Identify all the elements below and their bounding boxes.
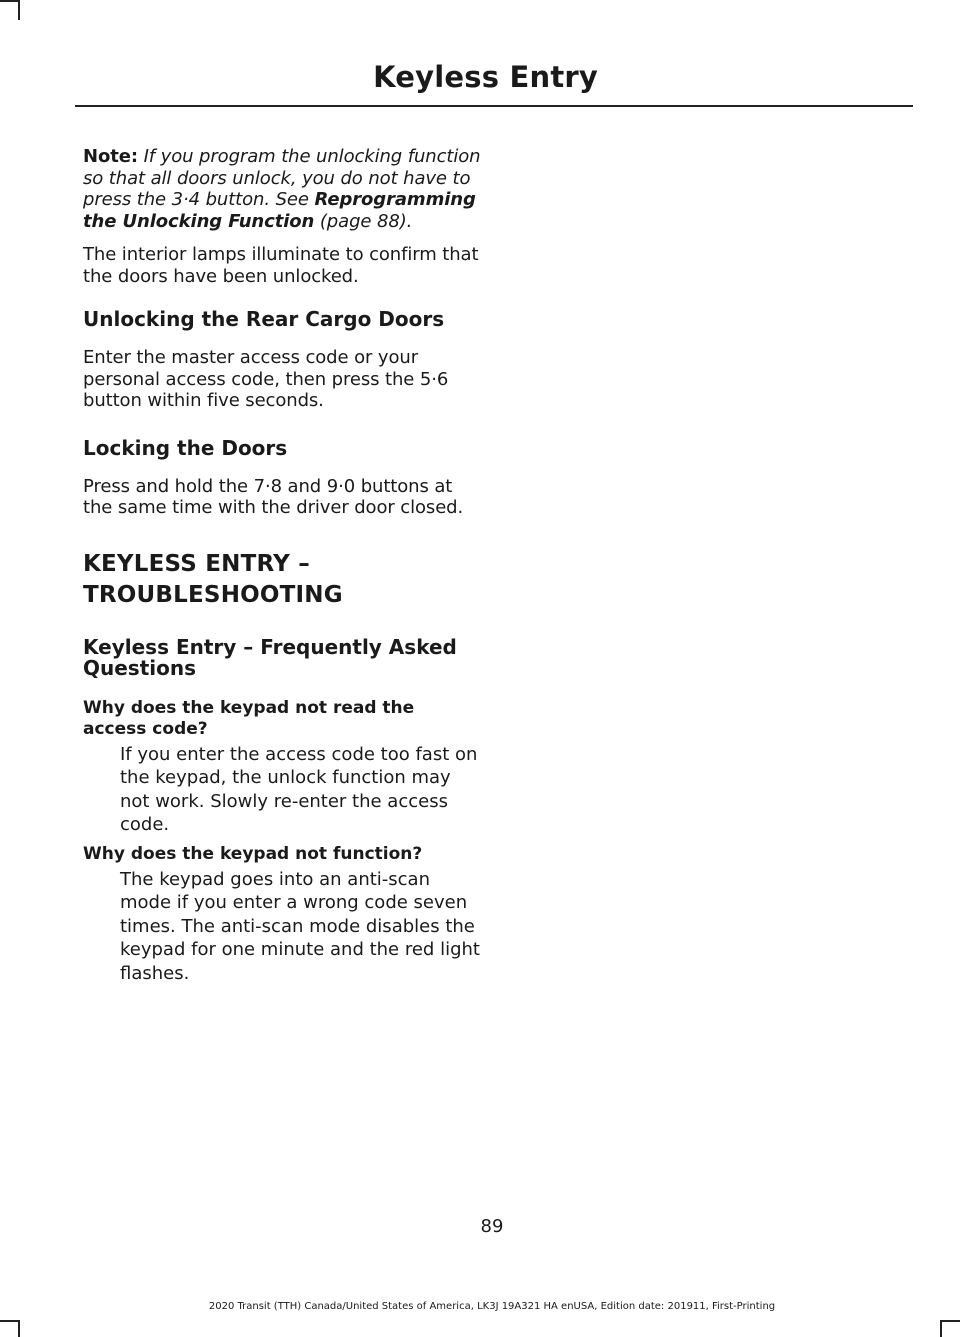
- interior-lamps-paragraph: The interior lamps illuminate to confirm that the doors have been unlocked.: [83, 244, 479, 287]
- note-label: Note:: [83, 146, 138, 167]
- section-heading-line-1: KEYLESS ENTRY –: [83, 550, 310, 577]
- content-column: [83, 146, 483, 992]
- note-cross-reference-link[interactable]: Reprogramming the Unlocking Function: [83, 189, 476, 232]
- locking-paragraph: Press and hold the 7·8 and 9·0 buttons at the same time with the driver door closed.: [83, 475, 464, 518]
- section-heading-line-2: TROUBLESHOOTING: [83, 581, 343, 608]
- crop-mark-bottom-left-v: [18, 1320, 20, 1337]
- faq-answer: The keypad goes into an anti-scan mode if you enter a wrong code seven times. The anti-scan mode disables the keypad for one minute and the red light flashes.: [120, 868, 480, 984]
- header-divider: [75, 105, 913, 107]
- heading-unlock-rear-cargo: Unlocking the Rear Cargo Doors: [83, 307, 445, 331]
- section-heading-troubleshooting: [83, 549, 483, 611]
- unlock-rear-paragraph: Enter the master access code or your personal access code, then press the 5·6 button within five seconds.: [83, 347, 449, 411]
- faq-answer: If you enter the access code too fast on the keypad, the unlock function may not work. Slowly re-enter the access code.: [120, 743, 478, 835]
- crop-mark-top-left: [0, 0, 20, 2]
- faq-question: Why does the keypad not function?: [83, 843, 423, 864]
- note-page-reference: (page 88).: [314, 210, 413, 232]
- page-title: Keyless Entry: [373, 60, 598, 94]
- note-text: If you program the unlocking function so that all doors unlock, you do not have to press the 3·4 button. See: [83, 146, 481, 210]
- faq-question: Why does the keypad not read the access code?: [83, 697, 415, 739]
- crop-mark-bottom-right-v: [940, 1320, 942, 1337]
- note-paragraph: [83, 146, 483, 232]
- crop-mark-top-left-v: [18, 0, 20, 20]
- heading-locking-doors: Locking the Doors: [83, 435, 288, 460]
- crop-mark-bottom-right: [940, 1320, 960, 1322]
- crop-mark-bottom-left: [0, 1320, 20, 1322]
- page-number: 89: [480, 1216, 504, 1237]
- heading-faq: Keyless Entry – Frequently Asked Questions: [83, 634, 457, 680]
- footer-text: 2020 Transit (TTH) Canada/United States of America, LK3J 19A321 HA enUSA, Edition date: 201911, First-Printing: [208, 1301, 776, 1312]
- faq-list: [83, 698, 483, 986]
